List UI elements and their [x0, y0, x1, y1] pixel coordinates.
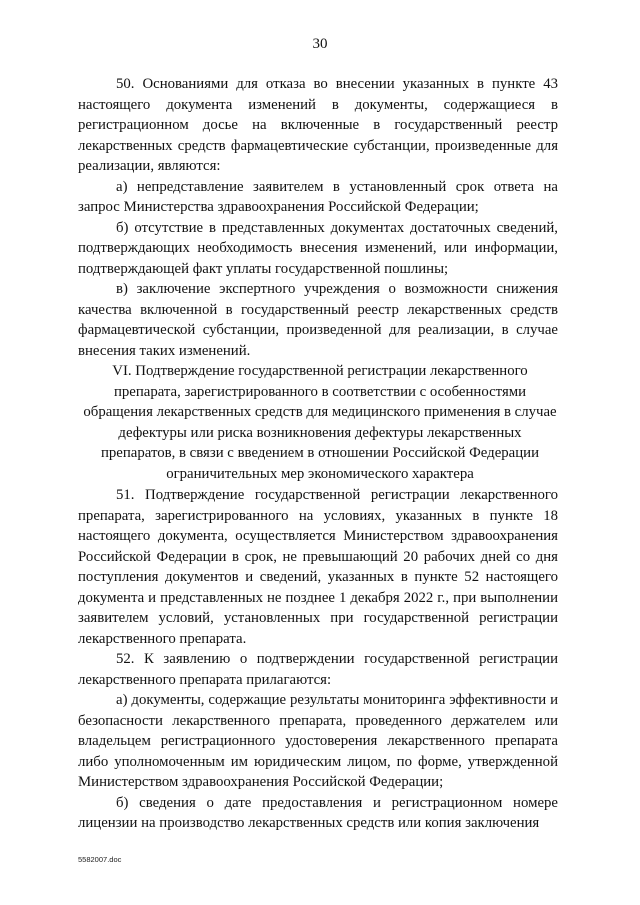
paragraph-50-a: а) непредставление заявителем в установленный срок ответа на запрос Министерства здравоохранения Российской Федерации;	[78, 178, 558, 215]
section-heading-vi	[78, 361, 562, 485]
section-heading-line: обращения лекарственных средств для медицинского применения в случае	[83, 404, 557, 421]
paragraph-52-b: б) сведения о дате предоставления и регистрационном номере лицензии на производство лекарственных средств или копия заключения	[78, 794, 558, 831]
paragraph-52: 52. К заявлению о подтверждении государственной регистрации лекарственного препарата прилагаются:	[78, 651, 558, 688]
section-heading-line: ограничительных мер экономического характера	[166, 465, 474, 482]
section-heading-line: VI. Подтверждение государственной регистрации лекарственного	[112, 363, 528, 379]
paragraph-52-a: а) документы, содержащие результаты мониторинга эффективности и безопасности лекарственного препарата, проведенного держателем или владельцем регистрационного удостоверения лекарственного препарата либо уполномоченным им юридическим лицом, по форме, утвержденной Министерством здравоохранения Российской Федерации;	[78, 692, 558, 790]
section-heading-line: дефектуры или риска возникновения дефектуры лекарственных	[118, 424, 522, 441]
paragraph-51: 51. Подтверждение государственной регистрации лекарственного препарата, зарегистрированного на условиях, указанных в пункте 18 настоящего документа, осуществляется Министерством здравоохранения Российской Федерации в срок, не превышающий 20 рабочих дней со дня поступления документов и сведений, указанных в пункте 52 настоящего документа и представленных не позднее 1 декабря 2022 г., при выполнении заявителем условий, установленных при государственной регистрации лекарственного препарата.	[78, 487, 558, 647]
section-heading-line: препаратов, в связи с введением в отношении Российской Федерации	[100, 445, 539, 462]
document-file-code: 5582007.doc	[78, 855, 122, 864]
paragraph-50: 50. Основаниями для отказа во внесении указанных в пункте 43 настоящего документа изменений в документы, содержащиеся в регистрационном досье на включенные в государственный реестр лекарственных средств фармацевтические субстанции, произведенные для реализации, являются:	[78, 76, 558, 174]
paragraph-50-b: б) отсутствие в представленных документах достаточных сведений, подтверждающих необходимость внесения изменений, или информации, подтверждающей факт уплаты государственной пошлины;	[78, 219, 558, 277]
page-number: 30	[312, 36, 328, 52]
section-heading-line: препарата, зарегистрированного в соответствии с особенностями	[113, 383, 527, 400]
paragraphs-block-top	[78, 74, 558, 361]
paragraphs-block-bottom	[78, 485, 558, 834]
paragraph-50-c: в) заключение экспертного учреждения о возможности снижения качества включенной в государственный реестр лекарственных средств фармацевтической субстанции, произведенной для реализации, в случае внесения таких изменений.	[78, 281, 558, 359]
